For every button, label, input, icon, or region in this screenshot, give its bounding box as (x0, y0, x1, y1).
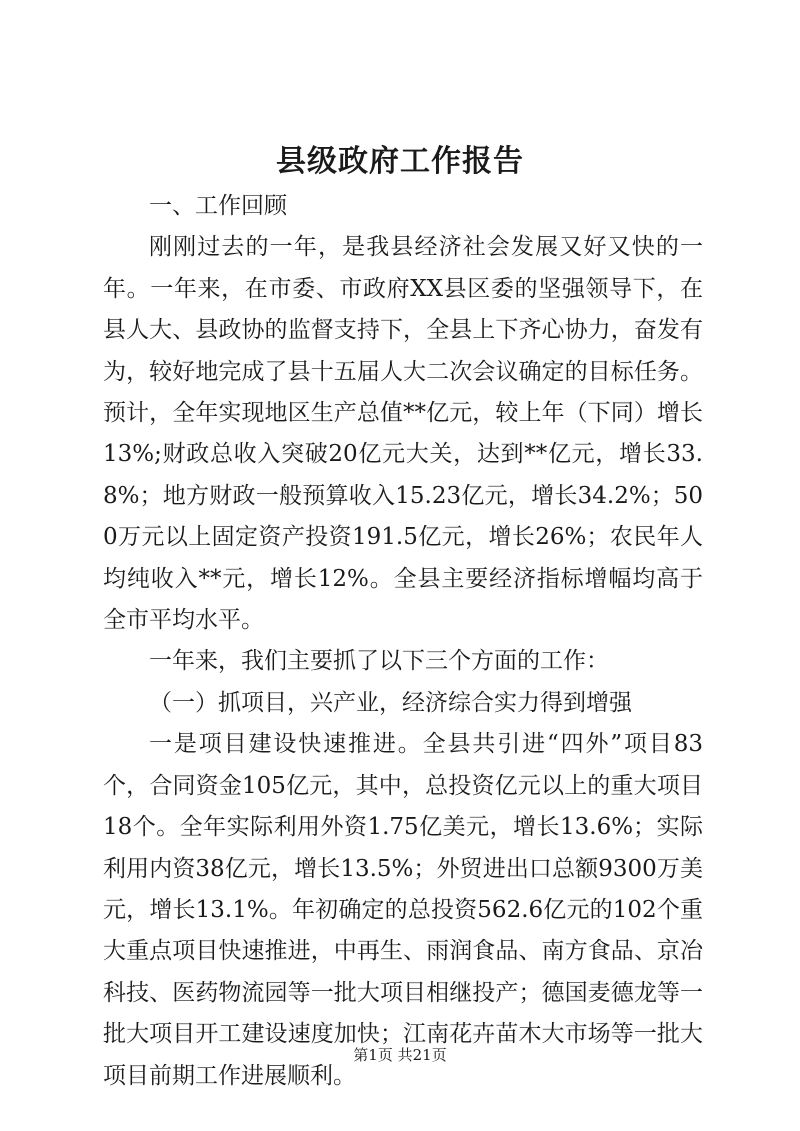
paragraph-review-summary: 刚刚过去的一年，是我县经济社会发展又好又快的一年。一年来，在市委、市政府XX县区委的坚强领导下，在县人大、县政协的监督支持下，全县上下齐心协力，奋发有为，较好地完成了县十五届人大二次会议确定的目标任务。预计，全年实现地区生产总值**亿元，较上年（下同）增长13%;财政总收入突破20亿元大关，达到**亿元，增长33.8%；地方财政一般预算收入15.23亿元，增长34.2%；500万元以上固定资产投资191.5亿元，增长26%；农民年人均纯收入**元，增长12%。全县主要经济指标增幅均高于全市平均水平。 (103, 234, 703, 634)
page-indicator: 第1页 共21页 (353, 1046, 447, 1064)
paragraph-project-construction: 一是项目建设快速推进。全县共引进“四外”项目83个，合同资金105亿元，其中，总投资亿元以上的重大项目18个。全年实际利用外资1.75亿美元，增长13.6%；实际利用内资38亿元，增长13.5%；外贸进出口总额9300万美元，增长13.1%。年初确定的总投资562.6亿元的102个重大重点项目快速推进，中再生、雨润食品、南方食品、京冶科技、医药物流园等一批大项目相继投产；德国麦德龙等一批大项目开工建设速度加快；江南花卉苗木大市场等一批大项目前期工作进展顺利。 (103, 731, 703, 1089)
document-body (103, 186, 703, 1097)
section-heading: 一、工作回顾 (149, 193, 287, 219)
subsection-heading: （一）抓项目，兴产业，经济综合实力得到增强 (149, 689, 632, 716)
document-title: 县级政府工作报告 (276, 144, 524, 179)
paragraph-work-intro: 一年来，我们主要抓了以下三个方面的工作： (149, 648, 609, 675)
